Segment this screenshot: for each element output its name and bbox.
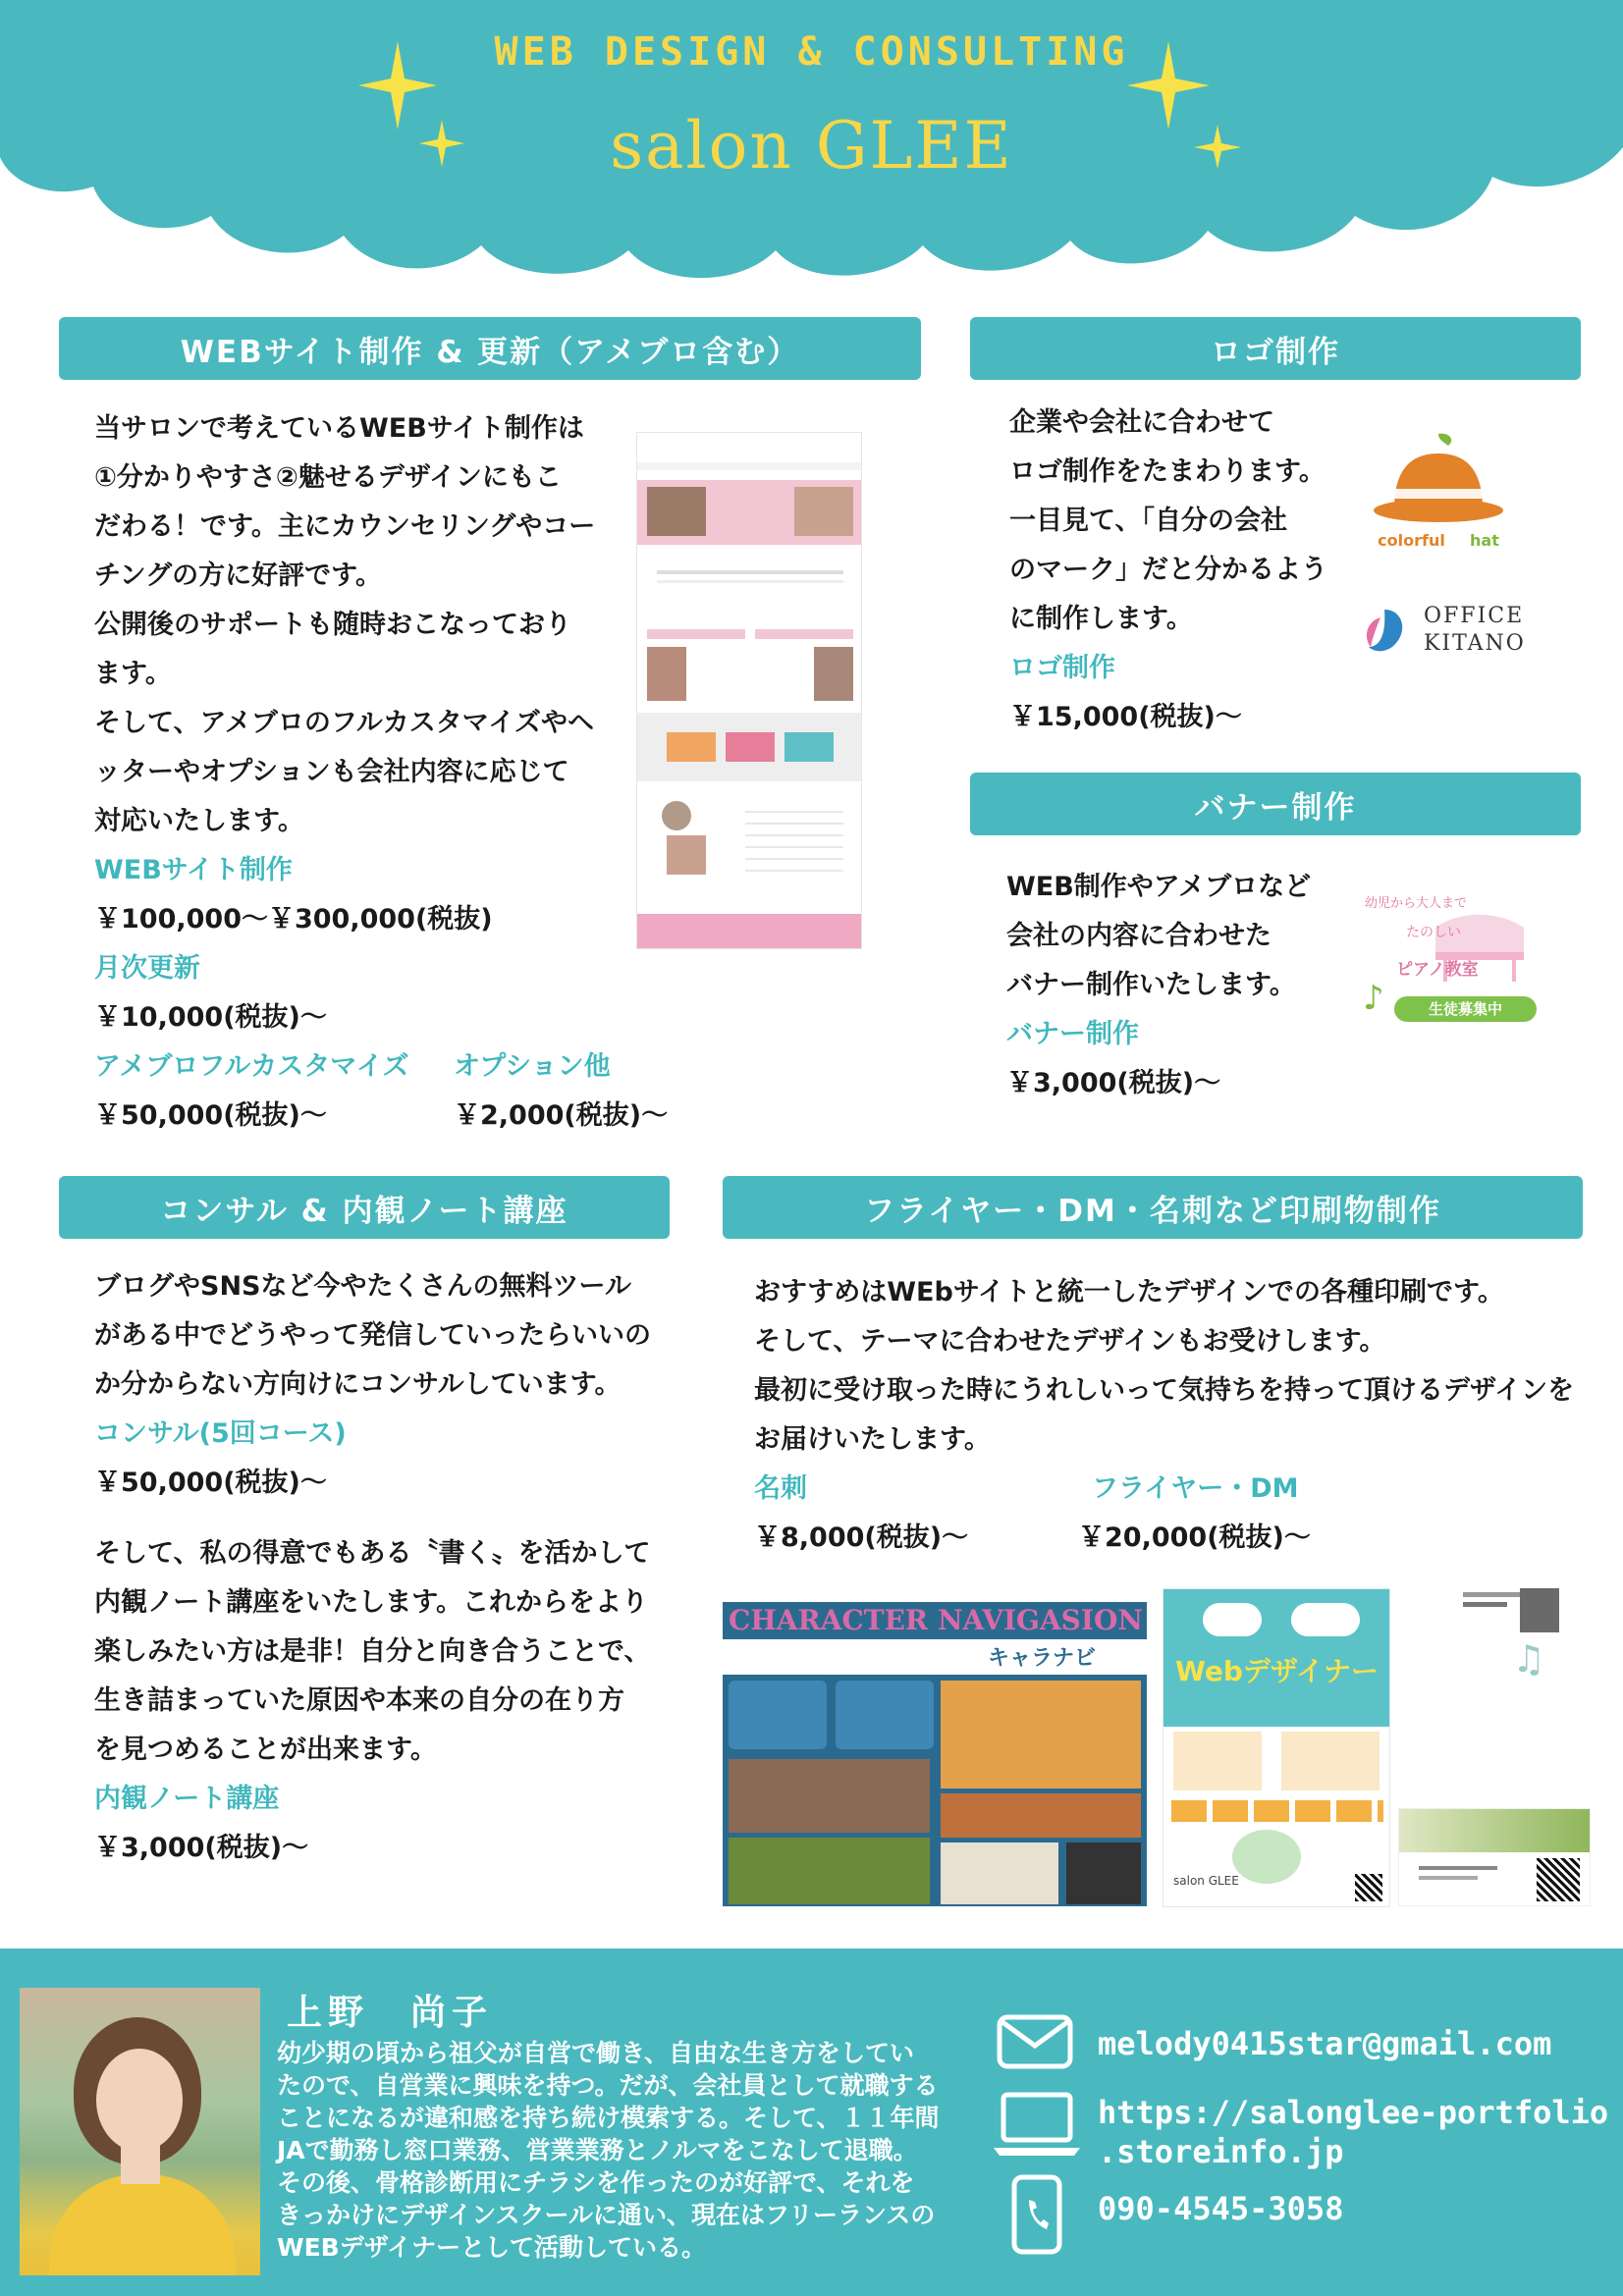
header-subtitle: WEB DESIGN & CONSULTING — [494, 29, 1129, 75]
character-navigation-flyer-sample — [723, 1602, 1147, 1906]
colorful-word: colorful — [1378, 531, 1445, 550]
bio-line: 幼少期の頃から祖父が自営で働き、自由な生き方をしてい — [277, 2039, 915, 2067]
bio-line: WEBデザイナーとして活動している。 — [277, 2233, 706, 2262]
web-description — [94, 404, 595, 1042]
music-note-icon: ♫ — [1512, 1637, 1546, 1681]
office-text: OFFICE — [1424, 604, 1525, 628]
banner-section-heading: バナー制作 — [970, 773, 1581, 835]
website-link[interactable] — [1098, 2093, 1608, 2171]
profile-bio — [277, 2037, 984, 2264]
consult-line: ブログやSNSなど今やたくさんの無料ツール — [94, 1271, 631, 1302]
banner-description — [1006, 863, 1311, 1108]
bio-line: JAで勤務し窓口業務、営業業務とノルマをこなして退職。 — [277, 2136, 918, 2164]
web-line: 当サロンで考えているWEBサイト制作は — [94, 413, 584, 444]
web-line: ①分かりやすさ②魅せるデザインにもこ — [94, 462, 562, 493]
web-line: ッターやオプションも会社内容に応じて — [94, 757, 569, 787]
option-price: ￥2,000(税抜)～ — [454, 1100, 669, 1131]
bio-line: きっかけにデザインスクールに通い、現在はフリーランスの — [277, 2201, 936, 2229]
logo-price-label: ロゴ制作 — [1009, 653, 1115, 683]
qr-code-icon — [1355, 1874, 1382, 1901]
flyer-sample-title: CHARACTER NAVIGASION — [729, 1604, 1143, 1636]
logo-line: のマーク」だと分かるよう — [1009, 555, 1327, 585]
consult-description — [94, 1262, 651, 1508]
header-title: salon GLEE — [610, 108, 1013, 184]
smartphone-icon — [1011, 2174, 1062, 2255]
banner-price: ￥3,000(税抜)～ — [1006, 1068, 1221, 1098]
web-site-price: ￥100,000～￥300,000(税抜) — [94, 904, 493, 934]
consult-price: ￥50,000(税抜)～ — [94, 1468, 327, 1498]
hat-icon — [1370, 432, 1507, 525]
profile-photo — [20, 1988, 260, 2275]
website-url-line1: https://salonglee-portfolio — [1098, 2094, 1609, 2131]
note-line: 生き詰まっていた原因や本来の自分の在り方 — [94, 1685, 624, 1716]
card-price: ￥8,000(税抜)～ — [754, 1522, 969, 1553]
hat-word: hat — [1470, 531, 1499, 550]
print-line: そして、テーマに合わせたデザインもお受けします。 — [754, 1326, 1386, 1357]
note-price-label: 内観ノート講座 — [94, 1784, 280, 1814]
note-line: を見つめることが出来ます。 — [94, 1735, 437, 1765]
office-kitano-logo-sample — [1363, 604, 1535, 663]
flyer-sample2-brand: salon GLEE — [1173, 1874, 1239, 1888]
print-section-heading: フライヤー・DM・名刺など印刷物制作 — [723, 1176, 1583, 1239]
email-link[interactable]: melody0415star@gmail.com — [1098, 2025, 1552, 2062]
web-line: チングの方に好評です。 — [94, 561, 382, 591]
note-price: ￥3,000(税抜)～ — [94, 1833, 309, 1863]
note-line: そして、私の得意でもある〝書く〟を活かして — [94, 1538, 651, 1569]
banner-sample-badge: 生徒募集中 — [1394, 996, 1537, 1022]
logo-line: ロゴ制作をたまわります。 — [1009, 456, 1325, 487]
ameblo-price: ￥50,000(税抜)～ — [94, 1100, 327, 1131]
email-icon — [997, 2014, 1073, 2069]
laptop-icon — [992, 2091, 1082, 2160]
logo-price: ￥15,000(税抜)～ — [1009, 702, 1242, 732]
kitano-text: KITANO — [1424, 631, 1526, 656]
web-designer-flyer-sample — [1163, 1588, 1390, 1907]
print-line: おすすめはWEbサイトと統一したデザインでの各種印刷です。 — [754, 1277, 1504, 1308]
logo-line: 一目見て、「自分の会社 — [1009, 506, 1287, 536]
note-line: 内観ノート講座をいたします。これからをより — [94, 1587, 649, 1618]
bio-line: ことになるが違和感を持ち続け模索する。そして、１１年間 — [277, 2104, 940, 2132]
piano-banner-sample — [1357, 888, 1553, 1031]
logo-line: に制作します。 — [1009, 604, 1193, 634]
profile-name: 上野 尚子 — [287, 1993, 494, 2033]
banner-line: WEB制作やアメブロなど — [1006, 872, 1312, 902]
print-line: 最初に受け取った時にうれしいって気持ちを持って頂けるデザインを — [754, 1375, 1575, 1406]
card-price-label: 名刺 — [754, 1473, 807, 1504]
web-section-heading: WEBサイト制作 & 更新（アメブロ含む） — [59, 317, 921, 380]
logo-line: 企業や会社に合わせて — [1009, 407, 1274, 438]
banner-sample-top: 幼児から大人まで — [1365, 896, 1468, 911]
colorful-hat-logo-sample — [1370, 432, 1507, 555]
note-line: 楽しみたい方は是非！自分と向き合うことで、 — [94, 1636, 651, 1667]
print-line: お届けいたします。 — [754, 1424, 991, 1455]
bio-line: たので、自営業に興味を持つ。だが、会社員として就職する — [277, 2071, 939, 2100]
logo-section-heading: ロゴ制作 — [970, 317, 1581, 380]
note-description — [94, 1529, 650, 1873]
ameblo-label: アメブロフルカスタマイズ — [94, 1051, 409, 1082]
phone-number[interactable]: 090-4545-3058 — [1098, 2190, 1344, 2227]
web-line: 対応いたします。 — [94, 806, 304, 836]
website-sample-image — [636, 432, 862, 949]
flyer-sample2-title: Webデザイナー — [1175, 1655, 1379, 1687]
banner-price-label: バナー制作 — [1006, 1019, 1139, 1049]
consult-line: がある中でどうやって発信していったらいいの — [94, 1320, 651, 1351]
web-line: そして、アメブロのフルカスタマイズやヘ — [94, 708, 594, 738]
web-line: 公開後のサポートも随時おこなっており — [94, 610, 571, 640]
web-line: ます。 — [94, 659, 172, 689]
flyer-price-label: フライヤー・DM — [1092, 1473, 1299, 1504]
website-url-line2: .storeinfo.jp — [1098, 2133, 1344, 2170]
banner-sample-main: ピアノ教室 — [1396, 960, 1479, 980]
web-monthly-label: 月次更新 — [94, 953, 200, 984]
consult-line: か分からない方向けにコンサルしています。 — [94, 1369, 622, 1400]
web-site-label: WEBサイト制作 — [94, 855, 293, 885]
consult-section-heading: コンサル & 内観ノート講座 — [59, 1176, 670, 1239]
business-card-sample-1 — [1404, 1588, 1581, 1704]
logo-description — [1009, 399, 1327, 742]
business-card-sample-2 — [1398, 1808, 1591, 1906]
banner-sample-mid: たのしい — [1406, 925, 1461, 940]
music-note-icon: ♪ — [1363, 979, 1384, 1018]
option-label: オプション他 — [454, 1051, 611, 1082]
banner-line: バナー制作いたします。 — [1006, 970, 1296, 1000]
flyer-price: ￥20,000(税抜)～ — [1078, 1522, 1311, 1553]
leaf-mark-icon — [1363, 608, 1408, 657]
banner-line: 会社の内容に合わせた — [1006, 921, 1271, 951]
qr-code-icon — [1537, 1858, 1580, 1901]
web-line: だわる！です。主にカウンセリングやコー — [94, 511, 596, 542]
flyer-sample-brand: キャラナビ — [988, 1646, 1097, 1671]
consult-price-label: コンサル(5回コース) — [94, 1418, 347, 1449]
bio-line: その後、骨格診断用にチラシを作ったのが好評で、それを — [277, 2168, 915, 2197]
web-monthly-price: ￥10,000(税抜)～ — [94, 1002, 327, 1033]
